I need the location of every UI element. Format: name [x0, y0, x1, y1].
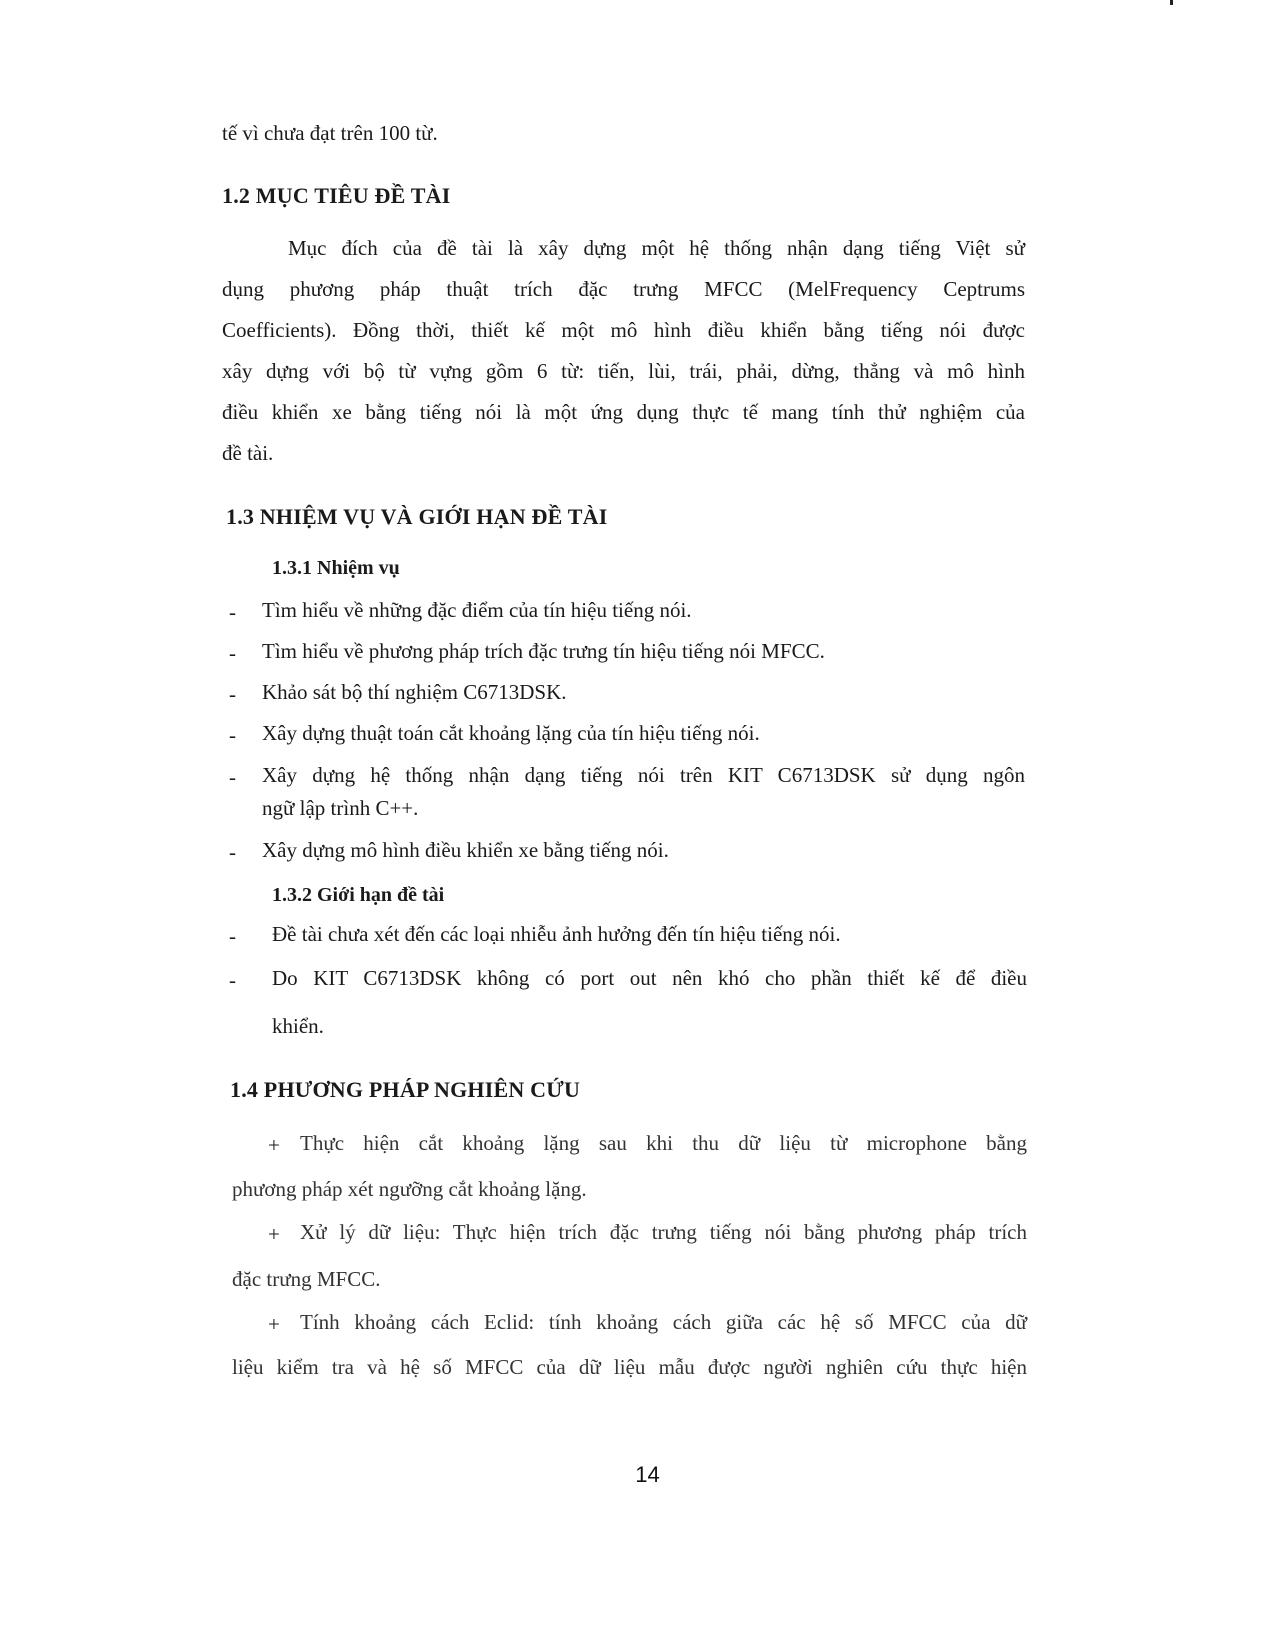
limit-item: Đề tài chưa xét đến các loại nhiễu ảnh hưởng đến tín hiệu tiếng nói. — [272, 922, 841, 946]
paragraph-line: điều khiển xe bằng tiếng nói là một ứng dụng thực tế mang tính thử nghiệm của — [222, 400, 1025, 424]
paragraph-line: đề tài. — [222, 441, 274, 465]
method-item: Xử lý dữ liệu: Thực hiện trích đặc trưng tiếng nói bằng phương pháp trích — [300, 1220, 1027, 1244]
method-item-continuation: phương pháp xét ngưỡng cắt khoảng lặng. — [232, 1177, 587, 1201]
method-item: Thực hiện cắt khoảng lặng sau khi thu dữ liệu từ microphone bằng — [300, 1131, 1027, 1155]
paragraph-line: Mục đích của đề tài là xây dựng một hệ thống nhận dạng tiếng Việt sử — [288, 236, 1025, 260]
plus-marker: + — [268, 1133, 280, 1157]
bullet-marker: - — [229, 840, 236, 864]
bullet-marker: - — [229, 968, 236, 992]
plus-marker: + — [268, 1222, 280, 1246]
bullet-marker: - — [229, 723, 236, 747]
bullet-marker: - — [229, 924, 236, 948]
task-item-continuation: ngữ lập trình C++. — [262, 796, 419, 820]
bullet-marker: - — [229, 600, 236, 624]
task-item: Xây dựng hệ thống nhận dạng tiếng nói trên KIT C6713DSK sử dụng ngôn — [262, 763, 1025, 787]
subsection-heading-1-3-1: 1.3.1 Nhiệm vụ — [272, 557, 400, 579]
task-item: Tìm hiểu về những đặc điểm của tín hiệu tiếng nói. — [262, 598, 692, 622]
paragraph-line: xây dựng với bộ từ vựng gồm 6 từ: tiến, lùi, trái, phải, dừng, thẳng và mô hình — [222, 359, 1025, 383]
task-item: Tìm hiểu về phương pháp trích đặc trưng tín hiệu tiếng nói MFCC. — [262, 639, 825, 663]
task-item: Xây dựng thuật toán cắt khoảng lặng của tín hiệu tiếng nói. — [262, 721, 760, 745]
paragraph-line: Coefficients). Đồng thời, thiết kế một mô hình điều khiển bằng tiếng nói được — [222, 318, 1025, 342]
bullet-marker: - — [229, 682, 236, 706]
limit-item-continuation: khiển. — [272, 1014, 324, 1038]
subsection-heading-1-3-2: 1.3.2 Giới hạn đề tài — [272, 884, 445, 906]
section-heading-1-3: 1.3 NHIỆM VỤ VÀ GIỚI HẠN ĐỀ TÀI — [226, 504, 608, 529]
plus-marker: + — [268, 1312, 280, 1336]
bullet-marker: - — [229, 765, 236, 789]
section-heading-1-4: 1.4 PHƯƠNG PHÁP NGHIÊN CỨU — [230, 1077, 581, 1102]
page-number: 14 — [635, 1462, 660, 1487]
intro-line: tế vì chưa đạt trên 100 từ. — [222, 121, 438, 145]
scan-mark — [1170, 0, 1173, 5]
task-item: Khảo sát bộ thí nghiệm C6713DSK. — [262, 680, 567, 704]
paragraph-line: dụng phương pháp thuật trích đặc trưng MFCC (MelFrequency Ceptrums — [222, 277, 1025, 301]
task-item: Xây dựng mô hình điều khiển xe bằng tiếng nói. — [262, 838, 669, 862]
method-item-continuation: liệu kiểm tra và hệ số MFCC của dữ liệu mẫu được người nghiên cứu thực hiện — [232, 1355, 1027, 1379]
method-item: Tính khoảng cách Eclid: tính khoảng cách giữa các hệ số MFCC của dữ — [300, 1310, 1027, 1334]
limit-item: Do KIT C6713DSK không có port out nên khó cho phần thiết kế để điều — [272, 966, 1027, 990]
method-item-continuation: đặc trưng MFCC. — [232, 1267, 381, 1291]
bullet-marker: - — [229, 641, 236, 665]
section-heading-1-2: 1.2 MỤC TIÊU ĐỀ TÀI — [222, 183, 451, 208]
